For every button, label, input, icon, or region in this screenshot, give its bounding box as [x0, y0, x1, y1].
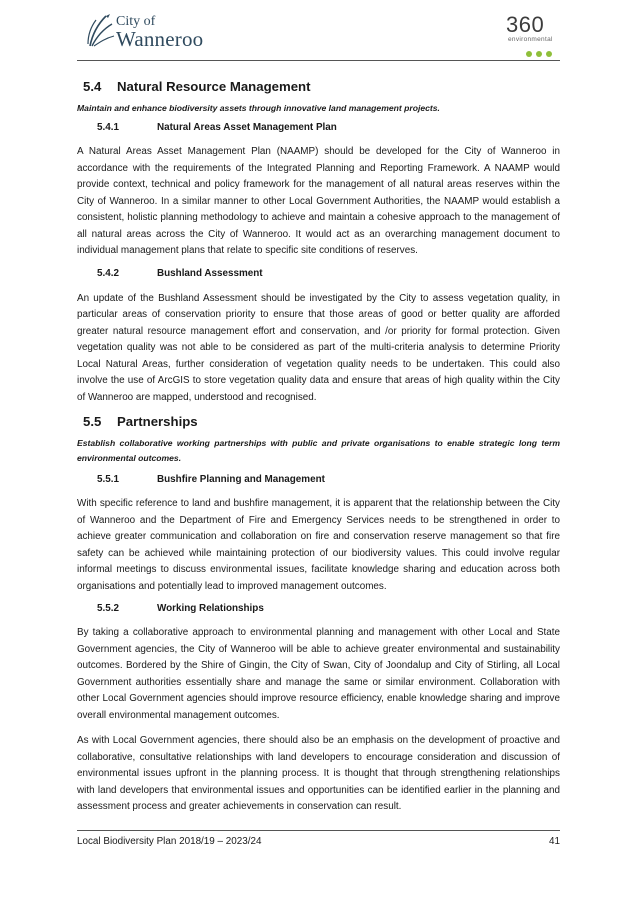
- heading-title: Bushfire Planning and Management: [157, 474, 325, 485]
- page-content: [77, 77, 560, 816]
- heading-number: 5.4.1: [97, 122, 119, 133]
- header-divider: [77, 60, 560, 61]
- heading-number: 5.4: [83, 79, 102, 94]
- logo-360-text: 360: [506, 12, 545, 37]
- heading-5-4-1: [77, 120, 560, 136]
- heading-title: Bushland Assessment: [157, 267, 263, 279]
- logo-text-line2: Wanneroo: [116, 27, 204, 51]
- heading-5-5-1: [77, 472, 560, 488]
- objective-5-5: Establish collaborative working partnerships with public and private organisations to enable strategic long term environmental outcomes.: [77, 438, 560, 463]
- objective-5-4: Maintain and enhance biodiversity assets through innovative land management projects.: [77, 103, 440, 113]
- paragraph-bushfire: With specific reference to land and bushfire management, it is apparent that the relationship between the City of Wanneroo and the Department of Fire and Emergency Services needs to be strengthened in order to achieve greater communication and collaboration on fire and conservation reserve management so that fire safety can be achieved while maintaining protection of our biodiversity values. This could involve regular informal meetings to discuss environmental issues, facilitate knowledge sharing and education across both organisations and potentially lead to improved management outcomes.: [77, 498, 560, 592]
- paragraph-relationships-2: As with Local Government agencies, there should also be an emphasis on the development of proactive and collaborative, consultative relationships with land developers to encourage consideration and discussion of environmental issues upfront in the planning process. It is thought that through strengthening relationships with land developers that environmental issues and opportunities can be identified earlier in the planning and assessment process and greater achievements in conservation can result.: [77, 735, 560, 812]
- heading-number: 5.5.1: [97, 474, 119, 485]
- paragraph-bushland: An update of the Bushland Assessment should be investigated by the City to assess vegetation quality, in particular areas of conservation priority to ensure that those areas of good or better quality are afforded greater natural resource management effort and conservation, and /or priority for formal protection. Given vegetation quality was not able to be considered as part of the multi-criteria analysis to determine Priority Local Natural Areas, further consideration of vegetation quality needs to be undertaken. This could also involve the use of ArcGIS to store vegetation quality data and ensure that areas of high quality within the City of Wanneroo are mapped, understood and recognised.: [77, 292, 560, 403]
- heading-5-5: [77, 412, 560, 432]
- paragraph-naamp: A Natural Areas Asset Management Plan (NAAMP) should be developed for the City of Wanneroo in accordance with the requirements of the Integrated Planning and Reporting Framework. A NAAMP would provide context, technical and policy framework for the management of all natural areas reserves within the City of Wanneroo. In a similar manner to other Local Government Authorities, the NAAMP would establish a consistent, holistic planning methodology to achieve and maintain a cohesive approach to the management of all natural areas across the City of Wanneroo. It would act as an overarching management document to individual management plans that relate to specific site conditions of reserves.: [77, 146, 560, 256]
- logo-environmental-text: environmental: [508, 36, 553, 43]
- heading-number: 5.5: [83, 414, 102, 429]
- heading-5-4-2: [77, 266, 560, 282]
- heading-title: Natural Resource Management: [117, 79, 311, 94]
- heading-title: Natural Areas Asset Management Plan: [157, 122, 337, 133]
- logo-text-line1: City of: [116, 14, 156, 29]
- footer-document-title: Local Biodiversity Plan 2018/19 – 2023/24: [77, 836, 262, 847]
- footer-divider: [77, 830, 560, 831]
- page-header: [0, 0, 637, 64]
- heading-5-4: [77, 77, 560, 97]
- logo-dots: [526, 44, 566, 52]
- bird-emblem-icon: [82, 12, 116, 48]
- logo-dot: [546, 51, 552, 57]
- heading-5-5-2: [77, 601, 560, 617]
- heading-title: Working Relationships: [157, 603, 264, 614]
- page-number: 41: [549, 836, 560, 847]
- paragraph-relationships-1: By taking a collaborative approach to environmental planning and management with other Local and State Government agencies, the City of Wanneroo will be able to achieve greater environmental and sustainability outcomes. Bordered by the Shire of Gingin, the City of Swan, City of Joondalup and City of Stirling, all Local Government authorities essentially share and manage the same or similar environment. Collaboration with other Local Government agencies should improve resource efficiency, enable knowledge sharing and improve overall environmental management outcomes.: [77, 627, 560, 721]
- logo-dot: [526, 51, 532, 57]
- 360-environmental-logo: [506, 14, 566, 54]
- heading-title: Partnerships: [117, 414, 198, 429]
- heading-number: 5.5.2: [97, 603, 119, 614]
- logo-dot: [536, 51, 542, 57]
- heading-number: 5.4.2: [97, 267, 119, 279]
- city-of-wanneroo-logo: [82, 12, 222, 52]
